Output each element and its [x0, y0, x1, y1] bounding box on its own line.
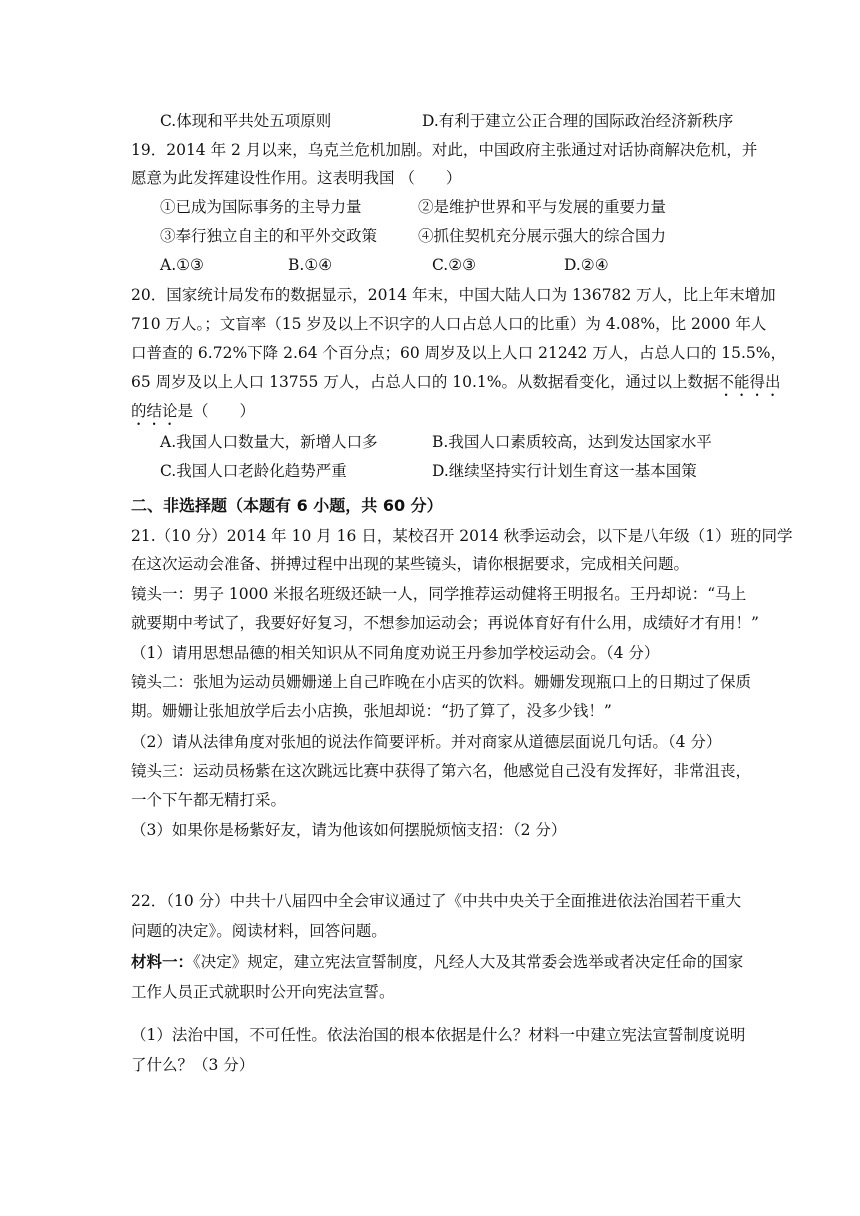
section-two-heading: 二、非选择题（本题有 6 小题，共 60 分）: [131, 496, 443, 515]
q20-stem-line5: [131, 401, 255, 429]
q21-subquestion-1: （1）请用思想品德的相关知识从不同角度劝说王丹参加学校运动会。（4 分）: [131, 644, 660, 662]
q22-stem-line1: 22．（10 分）中共十八届四中全会审议通过了《中共中央关于全面推进依法治国若干重大: [131, 892, 742, 910]
q22-material-1-text: 《决定》规定，建立宪法宣誓制度，凡经人大及其常委会选举或者决定任命的国家: [193, 953, 744, 971]
q20-stem-line4-text: 65 周岁及以上人口 13755 万人，占总人口的 10.1%。从数据看变化，通过以上数据: [131, 373, 719, 391]
q20-option-c: C.我国人口老龄化趋势严重: [160, 462, 347, 480]
q19-option-a: A.①③: [160, 256, 204, 274]
q22-material-1-line2: 工作人员正式就职时公开向宪法宣誓。: [131, 983, 395, 1001]
q21-subquestion-2: （2）请从法律角度对张旭的说法作简要评析。并对商家从道德层面说几句话。（4 分）: [131, 733, 722, 751]
q19-stem-line2: 愿意为此发挥建设性作用。这表明我国 （ ）: [131, 169, 462, 187]
q19-option-c: C.②③: [432, 256, 477, 274]
q22-subquestion-1-line2: 了什么？（3 分）: [131, 1056, 255, 1074]
q22-subquestion-1-line1: （1）法治中国，不可任性。依法治国的根本依据是什么？材料一中建立宪法宣誓制度说明: [131, 1026, 746, 1044]
q19-statement-2: ②是维护世界和平与发展的重要力量: [418, 198, 667, 216]
q19-option-d: D.②④: [564, 256, 609, 274]
q20-option-b: B.我国人口素质较高，达到发达国家水平: [432, 433, 712, 451]
q21-shot3-line1: 镜头三：运动员杨紫在这次跳远比赛中获得了第六名，他感觉自己没有发挥好，非常沮丧，: [131, 762, 752, 780]
q21-stem-line1: 21.（10 分）2014 年 10 月 16 日，某校召开 2014 秋季运动会，以下是八年级（1）班的同学: [131, 527, 793, 545]
q21-shot2-line2: 期。姗姗让张旭放学后去小店换，张旭却说：“扔了算了，没多少钱！”: [131, 702, 612, 720]
q19-option-b: B.①④: [288, 256, 333, 274]
q19-statement-3: ③奉行独立自主的和平外交政策: [160, 227, 378, 245]
q22-stem-line2: 问题的决定》。阅读材料，回答问题。: [131, 922, 387, 940]
q20-stem-line5-text: 是（ ）: [177, 402, 256, 420]
q20-stem-line4: [131, 372, 781, 400]
q21-shot2-line1: 镜头二：张旭为运动员姗姗递上自己昨晚在小店买的饮料。姗姗发现瓶口上的日期过了保质: [131, 673, 752, 691]
q22-material-1-line1: [131, 952, 743, 972]
q20-option-d: D.继续坚持实行计划生育这一基本国策: [432, 462, 697, 480]
q22-material-1-label: 材料一：: [131, 952, 194, 971]
q20-stem-line2: 710 万人。；文盲率（15 岁及以上不识字的人口占总人口的比重）为 4.08%，比 2000 年人: [131, 315, 767, 333]
q20-emphasis-cannot: 不能得出: [718, 373, 781, 391]
q21-subquestion-3: （3）如果你是杨紫好友，请为他该如何摆脱烦恼支招：（2 分）: [131, 821, 567, 839]
q20-stem-line3: 口普查的 6.72%下降 2.64 个百分点；60 周岁及以上人口 21242 万人，占总人口的 15.5%，: [131, 344, 787, 362]
q21-shot1-line1: 镜头一：男子 1000 米报名班级还缺一人，同学推荐运动健将王明报名。王丹却说：“马上: [131, 585, 747, 603]
q20-stem-line1: 20．国家统计局发布的数据显示，2014 年末，中国大陆人口为 136782 万人，比上年末增加: [131, 286, 776, 304]
q20-emphasis-conclusion: 的结论: [131, 402, 178, 420]
q19-stem-line1: 19．2014 年 2 月以来，乌克兰危机加剧。对此，中国政府主张通过对话协商解决危机，并: [131, 141, 758, 159]
q19-statement-4: ④抓住契机充分展示强大的综合国力: [418, 227, 667, 245]
q18-option-c: C.体现和平共处五项原则: [160, 112, 332, 130]
q21-shot1-line2: 就要期中考试了，我要好好复习，不想参加运动会；再说体育好有什么用，成绩好才有用！”: [131, 614, 759, 632]
q21-stem-line2: 在这次运动会准备、拼搏过程中出现的某些镜头，请你根据要求，完成相关问题。: [131, 555, 690, 573]
q20-option-a: A.我国人口数量大，新增人口多: [160, 433, 378, 451]
q19-statement-1: ①已成为国际事务的主导力量: [160, 198, 362, 216]
q18-option-d: D.有利于建立公正合理的国际政治经济新秩序: [422, 112, 734, 130]
q21-shot3-line2: 一个下午都无精打采。: [131, 791, 287, 809]
